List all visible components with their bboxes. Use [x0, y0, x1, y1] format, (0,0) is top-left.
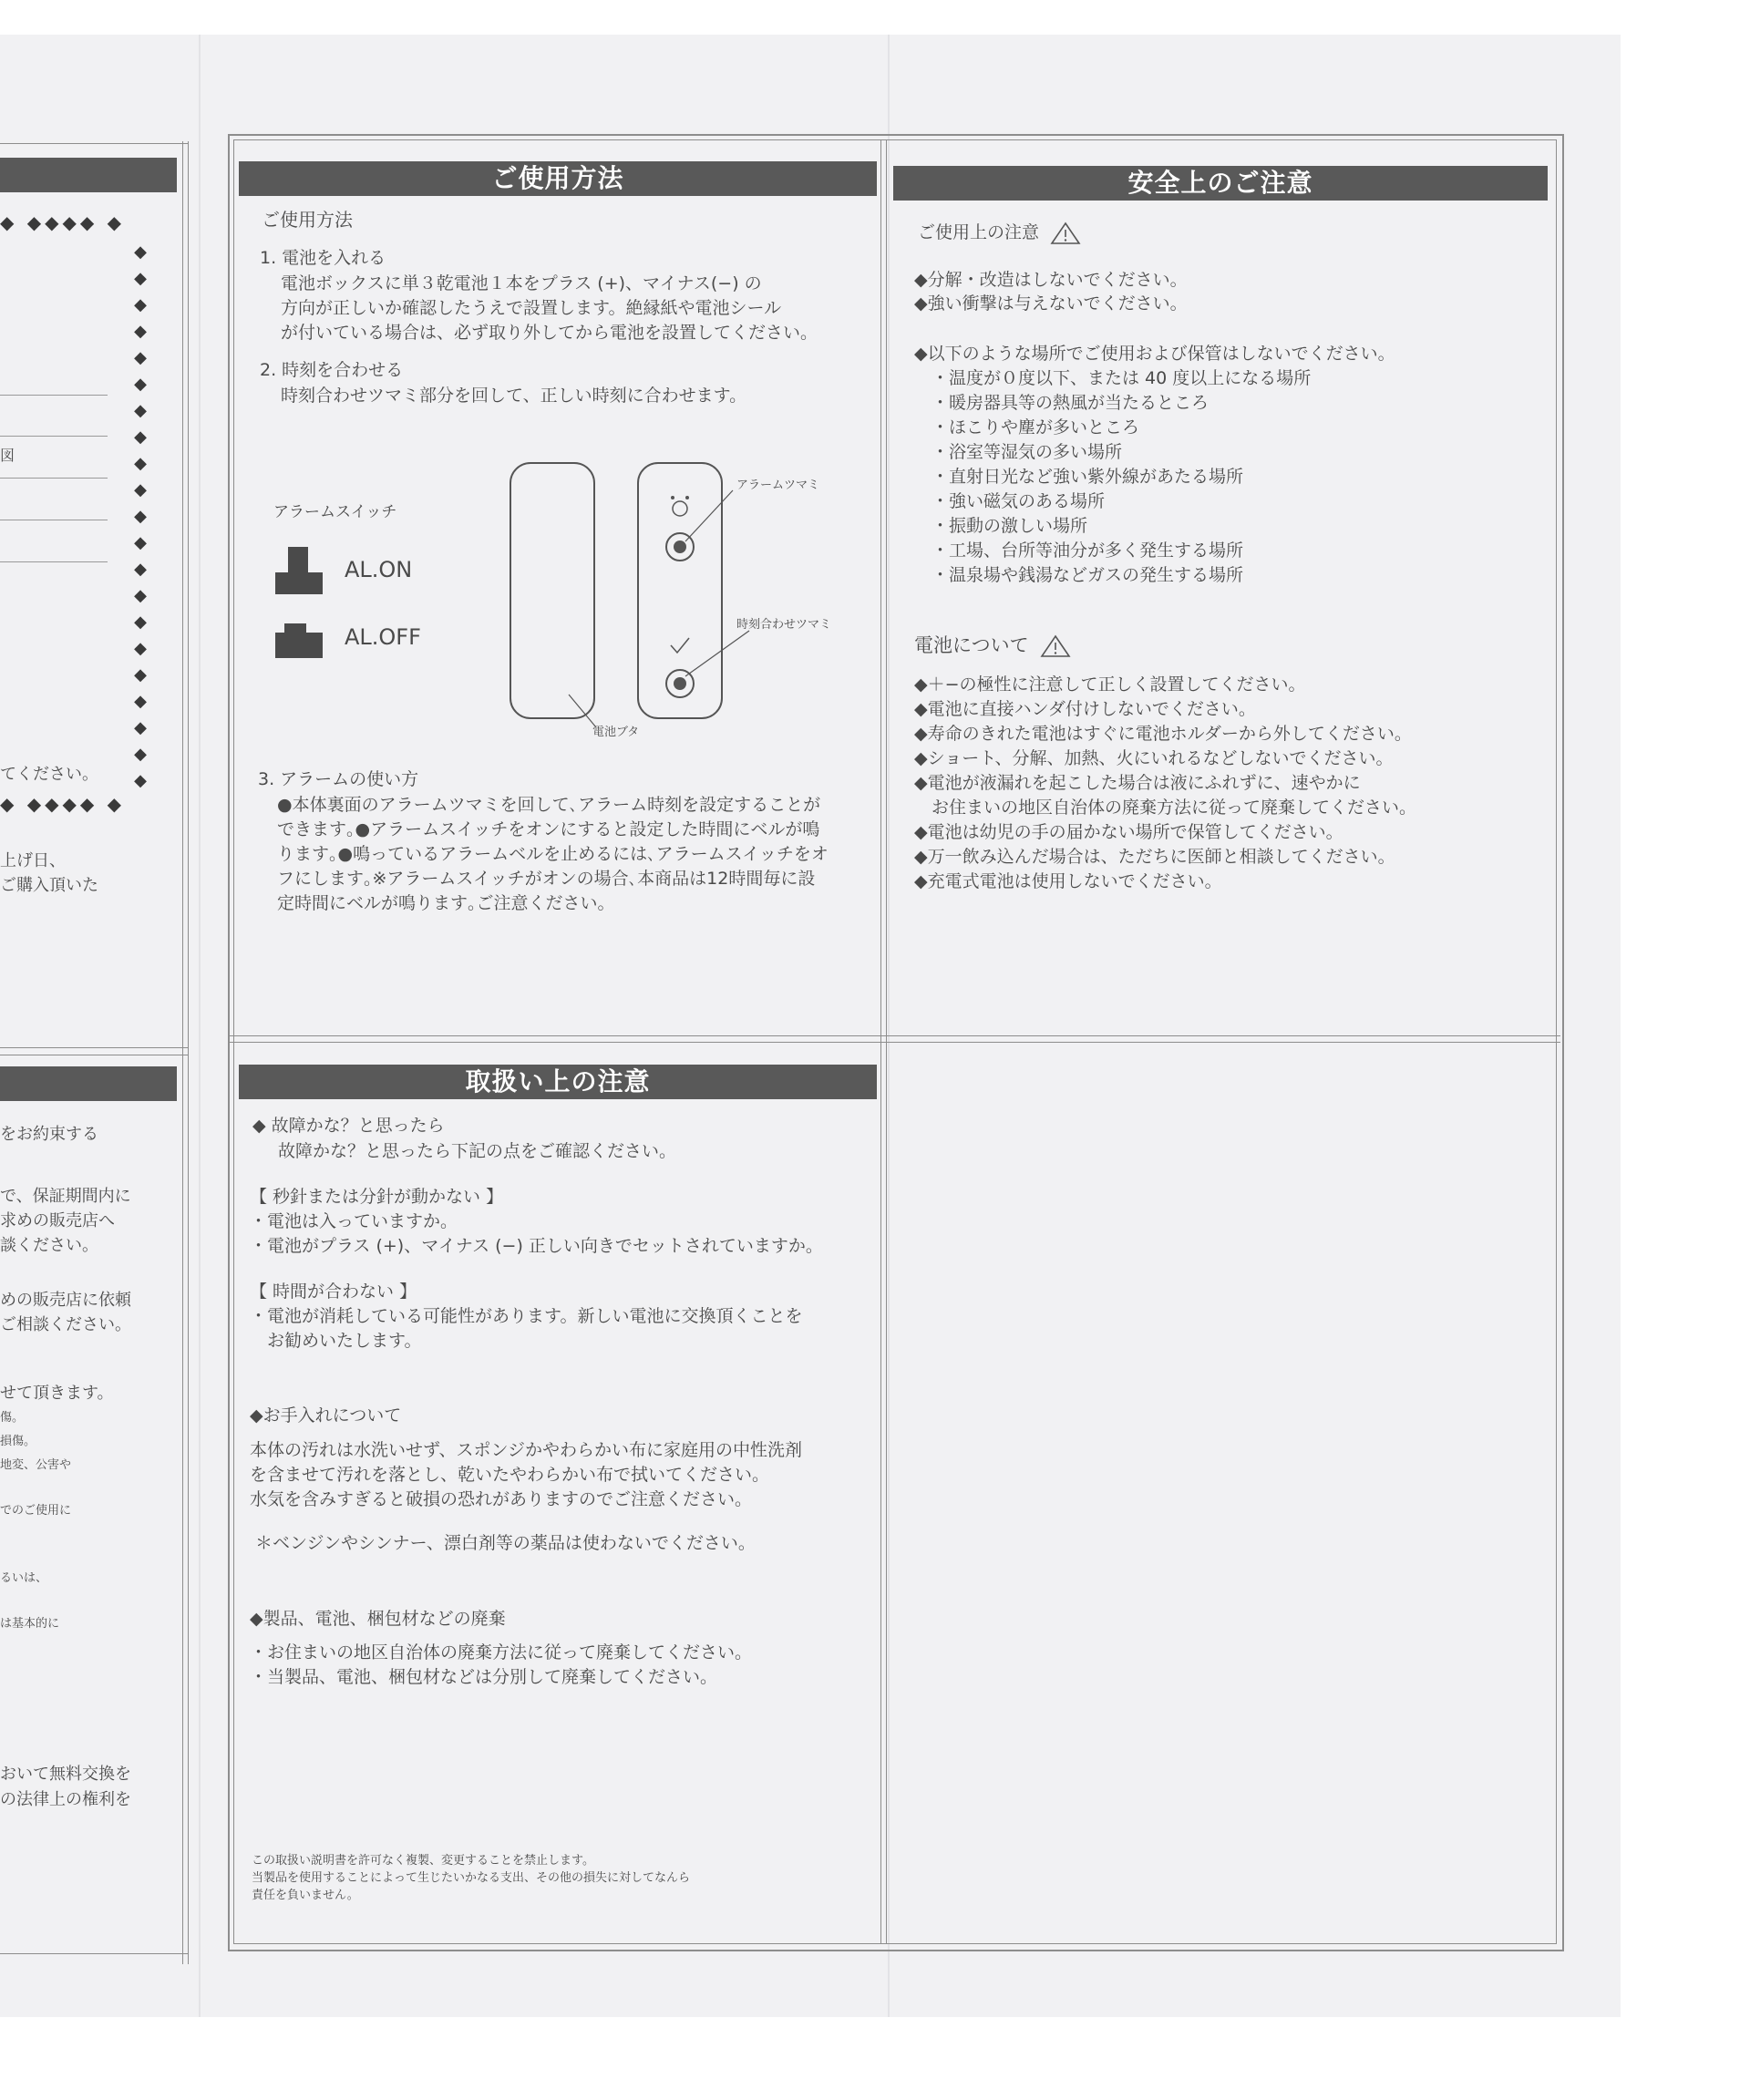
left-text-fragment: をお約束する [0, 1125, 98, 1144]
battery-item: ◆寿命のきれた電池はすぐに電池ホルダーから外してください。 [914, 724, 1412, 744]
battery-item: お住まいの地区自治体の廃棄方法に従って廃棄してください。 [914, 798, 1417, 818]
left-text-fragment: おいて無料交換を [0, 1765, 131, 1784]
left-text-fragment: で、保証期間内に [0, 1187, 131, 1206]
handling-header: 取扱い上の注意 [239, 1065, 877, 1099]
step3-line: 定時間にベルが鳴ります｡ご注意ください｡ [277, 893, 607, 913]
trouble-title: ◆ 故障かな？と思ったら [252, 1116, 445, 1136]
place-item: ・直射日光など強い紫外線があたる場所 [932, 467, 1244, 487]
copyright-line: 責任を負いません。 [252, 1889, 359, 1902]
left-text-fragment: 求めの販売店へ [0, 1211, 115, 1230]
form-line [0, 478, 108, 479]
place-item: ・振動の激しい場所 [932, 516, 1088, 536]
fold-line [199, 35, 201, 2017]
switch-on-icon [272, 545, 326, 598]
panel-divider [230, 1035, 1560, 1036]
switch-off-icon [272, 620, 326, 662]
left-text-fragment: るいは、 [0, 1571, 48, 1585]
form-line [0, 436, 108, 437]
battery-item: ◆電池は幼児の手の届かない場所で保管してください。 [914, 822, 1343, 842]
step3-line: フにします｡※アラームスイッチがオンの場合､本商品は12時間毎に設 [277, 869, 816, 889]
step1-line: 方向が正しいか確認したうえで設置します。絶縁紙や電池シール [281, 298, 782, 318]
place-item: ・温度が０度以下、または 40 度以上になる場所 [932, 368, 1312, 388]
battery-cover-label: 電池ブタ [592, 726, 640, 739]
case2-title: 【 時間が合わない 】 [250, 1282, 417, 1302]
al-on-label: AL.ON [345, 557, 413, 582]
clock-back-diagram [503, 456, 868, 757]
left-text-fragment: 談ください。 [0, 1236, 98, 1255]
care-line: を含ませて汚れを落とし、乾いたやわらかい布で拭いてください。 [250, 1465, 770, 1485]
disposal-title: ◆製品、電池、梱包材などの廃棄 [250, 1609, 506, 1629]
usage-header: ご使用方法 [239, 161, 877, 196]
left-text-fragment: てください。 [0, 765, 98, 784]
place-item: ・工場、台所等油分が多く発生する場所 [932, 540, 1244, 561]
left-text-fragment: めの販売店に依頼 [0, 1291, 131, 1310]
care-note: ＊ベンジンやシンナー、漂白剤等の薬品は使わないでください。 [255, 1533, 756, 1553]
safety-header: 安全上のご注意 [893, 166, 1548, 201]
battery-title [914, 633, 1071, 658]
places-title: ◆以下のような場所でご使用および保管はしないでください。 [914, 344, 1395, 364]
form-label: 図 [0, 447, 15, 464]
copyright-line: 当製品を使用することによって生じたいかなる支出、その他の損失に対してなんら [252, 1871, 691, 1885]
care-title: ◆お手入れについて [250, 1405, 402, 1426]
left-text-fragment: 損傷。 [0, 1435, 36, 1448]
step3-line: ●本体裏面のアラームツマミを回して､アラーム時刻を設定することが [277, 795, 821, 815]
copyright-line: この取扱い説明書を許可なく複製、変更することを禁止します。 [252, 1854, 594, 1868]
blank-panel [888, 1045, 1551, 1938]
left-text-fragment: ご購入頂いた [0, 876, 98, 895]
alarm-switch-label: アラームスイッチ [273, 503, 397, 521]
trouble-intro: 故障かな？と思ったら下記の点をご確認ください。 [278, 1141, 677, 1161]
step1-title: 1. 電池を入れる [260, 248, 386, 268]
left-text-fragment: でのご使用に [0, 1504, 72, 1518]
disposal-item: ・お住まいの地区自治体の廃棄方法に従って廃棄してください。 [250, 1642, 753, 1662]
step1-line: 電池ボックスに単３乾電池１本をプラス (+)、マイナス(−) の [281, 273, 762, 293]
warning-icon [1040, 634, 1071, 658]
battery-item: ◆電池が液漏れを起こした場合は液にふれずに、速やかに [914, 773, 1361, 793]
care-line: 水気を含みすぎると破損の恐れがありますのでご注意ください。 [250, 1489, 753, 1509]
battery-item: ◆ショート、分解、加熱、火にいれるなどしないでください。 [914, 748, 1394, 768]
case2-line: ・電池が消耗している可能性があります。新しい電池に交換頂くことを [250, 1306, 803, 1326]
step3-line: ります｡●鳴っているアラームベルを止めるには､アラームスイッチをオ [277, 844, 829, 864]
usage-caution-text: ご使用上の注意 [918, 222, 1040, 242]
case1-item: ・電池がプラス (+)、マイナス (−) 正しい向きでセットされていますか。 [250, 1236, 823, 1256]
place-item: ・強い磁気のある場所 [932, 491, 1106, 511]
left-text-fragment: 傷。 [0, 1411, 25, 1425]
left-header-bar-2 [0, 1066, 177, 1101]
left-text-fragment: の法律上の権利を [0, 1790, 131, 1809]
left-text-fragment: 地変、公害や [0, 1458, 72, 1472]
place-item: ・暖房器具等の熱風が当たるところ [932, 393, 1210, 413]
battery-item: ◆＋−の極性に注意して正しく設置してください。 [914, 674, 1306, 695]
diamond-border-right: ◆ ◆ ◆ ◆ ◆ ◆ ◆ ◆ ◆ ◆ ◆ ◆ ◆ ◆ ◆ ◆ ◆ ◆ ◆ ◆ ◆ [134, 242, 147, 790]
usage-subtitle: ご使用方法 [262, 209, 353, 231]
usage-caution-title [918, 221, 1081, 245]
alarm-knob-label: アラームツマミ [736, 479, 820, 492]
place-item: ・浴室等湿気の多い場所 [932, 442, 1123, 462]
diamond-border-bottom: ◆ ◆◆◆◆ ◆ [0, 793, 125, 815]
diamond-border-top: ◆ ◆◆◆◆ ◆ [0, 211, 125, 233]
warning-icon [1050, 221, 1081, 245]
caution-item: ◆分解・改造はしないでください。 [914, 270, 1188, 290]
battery-item: ◆充電式電池は使用しないでください。 [914, 871, 1222, 891]
care-line: 本体の汚れは水洗いせず、スポンジかやわらかい布に家庭用の中性洗剤 [250, 1440, 803, 1460]
case1-item: ・電池は入っていますか。 [250, 1211, 458, 1231]
al-off-label: AL.OFF [345, 624, 421, 650]
step2-line: 時刻合わせツマミ部分を回して、正しい時刻に合わせます。 [281, 386, 747, 406]
time-knob-label: 時刻合わせツマミ [736, 618, 832, 632]
battery-item: ◆万一飲み込んだ場合は、ただちに医師と相談してください。 [914, 847, 1395, 867]
form-line [0, 561, 108, 562]
battery-title-text: 電池について [914, 634, 1029, 656]
caution-item: ◆強い衝撃は与えないでください。 [914, 293, 1188, 314]
step2-title: 2. 時刻を合わせる [260, 360, 404, 380]
panel-divider [230, 1042, 1560, 1043]
left-text-fragment: 上げ日、 [0, 851, 66, 870]
step3-title: 3. アラームの使い方 [258, 769, 419, 789]
form-line [0, 395, 108, 396]
battery-item: ◆電池に直接ハンダ付けしないでください。 [914, 699, 1256, 719]
left-text-fragment: は基本的に [0, 1617, 60, 1631]
disposal-item: ・当製品、電池、梱包材などは分別して廃棄してください。 [250, 1667, 718, 1687]
place-item: ・温泉場や銭湯などガスの発生する場所 [932, 565, 1244, 585]
case2-line: お勧めいたします。 [250, 1331, 422, 1351]
case1-title: 【 秒針または分針が動かない 】 [250, 1187, 504, 1207]
place-item: ・ほこりや塵が多いところ [932, 417, 1140, 438]
left-text-fragment: ご相談ください。 [0, 1315, 131, 1334]
left-header-bar [0, 158, 177, 192]
left-text-fragment: せて頂きます。 [0, 1384, 114, 1403]
step3-line: できます｡●アラームスイッチをオンにすると設定した時間にベルが鳴 [277, 819, 820, 839]
step1-line: が付いている場合は、必ず取り外してから電池を設置してください。 [281, 323, 818, 343]
